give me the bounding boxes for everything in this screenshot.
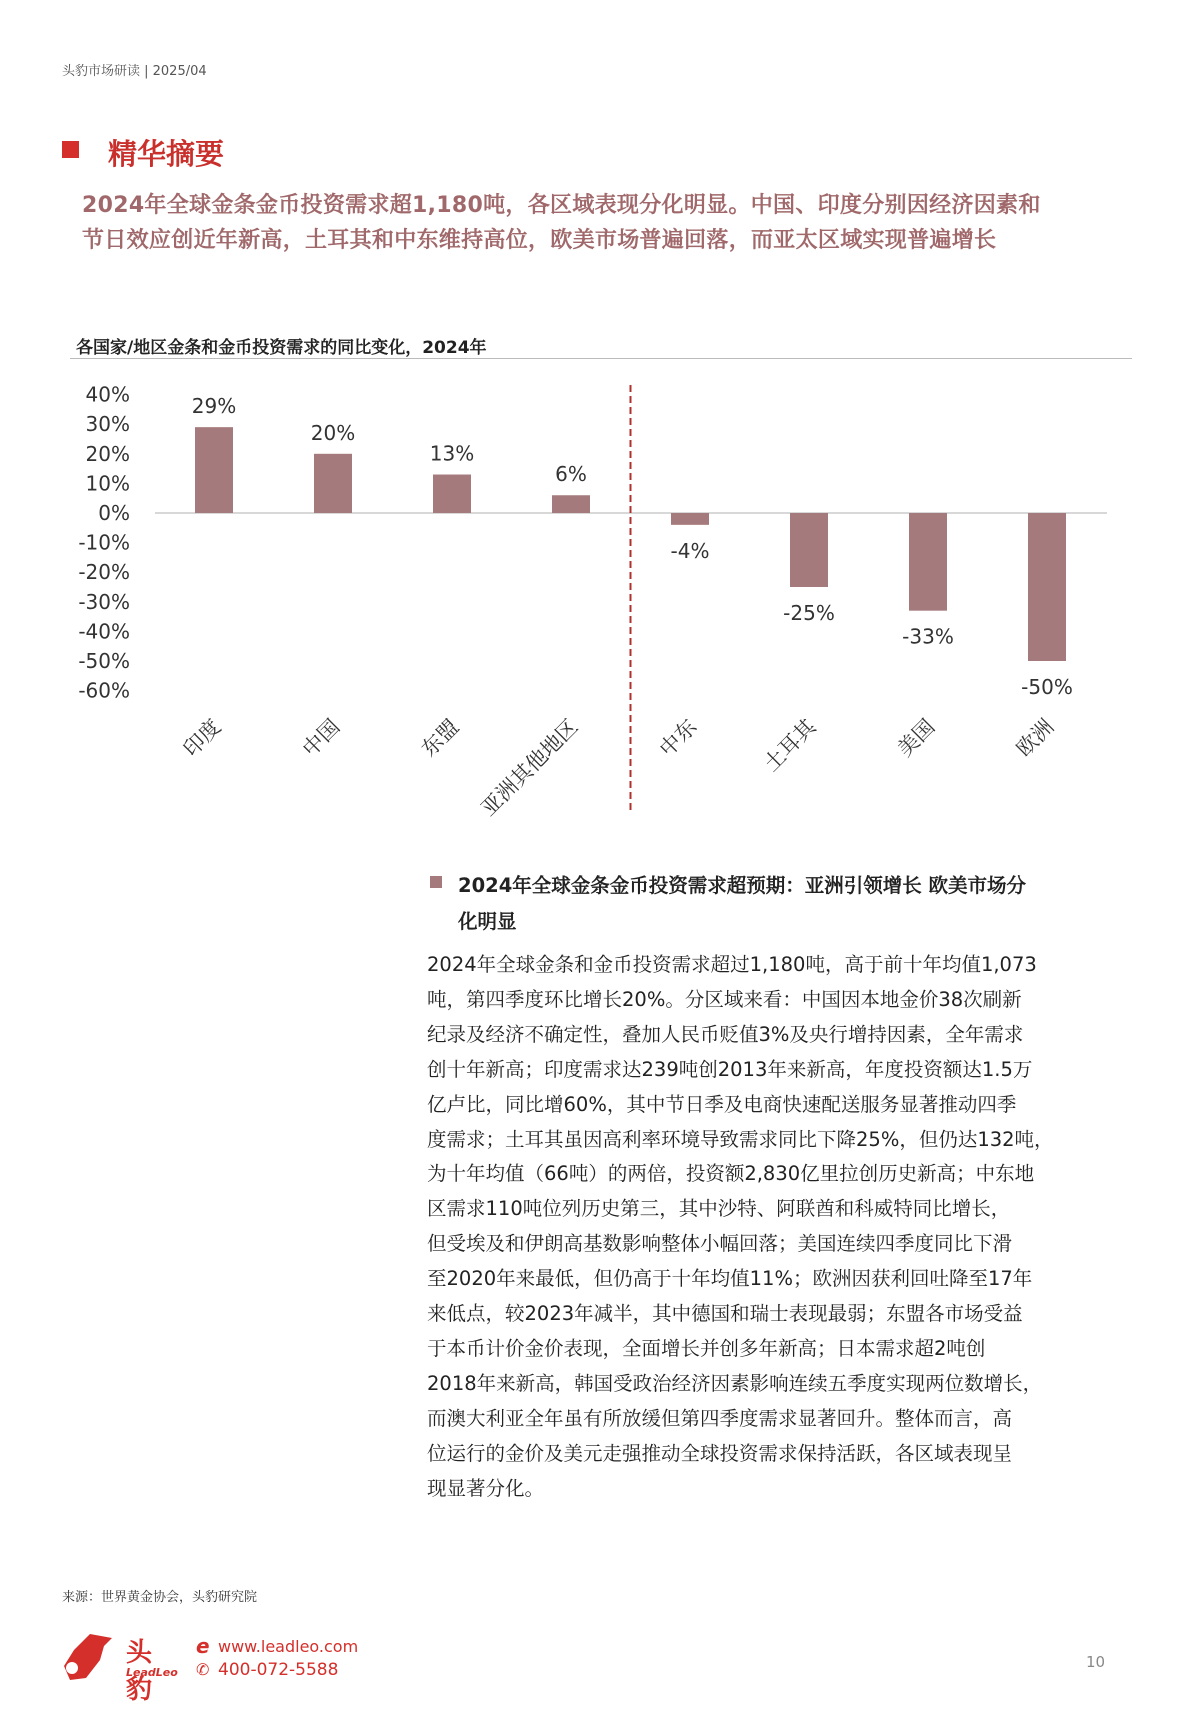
bar-1 [314, 454, 352, 513]
section-body [427, 948, 1054, 1507]
data-label: 6% [555, 462, 587, 487]
bar-2 [433, 475, 471, 513]
category-label: 欧洲 [1011, 714, 1059, 762]
data-label: 29% [191, 394, 237, 419]
y-tick-label: 30% [85, 412, 130, 437]
y-tick-label: -30% [78, 589, 130, 614]
data-label: -25% [783, 601, 835, 625]
body-line: 于本币计价金价表现，全面增长并创多年新高；日本需求超2吨创 [427, 1336, 986, 1360]
body-line: 而澳大利亚全年虽有所放缓但第四季度需求显著回升。整体而言，高 [427, 1406, 1013, 1430]
body-line: 区需求110吨位列历史第三，其中沙特、阿联酋和科威特同比增长， [427, 1197, 1011, 1221]
website-link[interactable]: www.leadleo.com [218, 1637, 359, 1656]
body-line: 2024年全球金条和金币投资需求超过1,180吨，高于前十年均值1,073 [427, 953, 1037, 976]
leadleo-logo [60, 1630, 178, 1705]
page-number: 10 [1086, 1653, 1106, 1671]
category-label: 美国 [892, 714, 940, 762]
category-label: 印度 [178, 714, 226, 762]
body-line: 但受埃及和伊朗高基数影响整体小幅回落；美国连续四季度同比下滑 [427, 1232, 1013, 1256]
bar-5 [790, 513, 828, 587]
body-line: 至2020年来最低，但仍高于十年均值11%；欧洲因获利回吐降至17年 [427, 1267, 1033, 1291]
category-label: 中国 [297, 714, 345, 762]
bar-chart [0, 370, 1200, 850]
y-tick-label: -20% [78, 560, 130, 585]
section-heading [427, 868, 1117, 940]
y-tick-label: -10% [78, 530, 130, 555]
body-line: 度需求；土耳其虽因高利率环境导致需求同比下降25%，但仍达132吨， [427, 1127, 1054, 1151]
phone-icon: ✆ [196, 1660, 210, 1679]
y-tick-label: 10% [85, 471, 130, 496]
y-tick-label: -40% [78, 619, 130, 644]
bar-7 [1028, 513, 1066, 661]
source-note: 来源：世界黄金协会，头豹研究院 [62, 1590, 258, 1605]
section-title: 精华摘要 [108, 137, 225, 171]
chart-title: 各国家/地区金条和金币投资需求的同比变化，2024年 [76, 338, 487, 358]
y-tick-label: 0% [98, 501, 130, 525]
bar-4 [671, 513, 709, 525]
category-label: 中东 [654, 714, 702, 762]
body-line: 2018年来新高，韩国受政治经济因素影响连续五季度实现两位数增长， [427, 1371, 1043, 1395]
category-label: 土耳其 [759, 714, 821, 777]
summary-line-1: 2024年全球金条金币投资需求超1,180吨，各区域表现分化明显。中国、印度分别因经济因素和 [82, 193, 1041, 218]
section-marker-icon [62, 141, 79, 158]
body-line: 为十年均值（66吨）的两倍，投资额2,830亿里拉创历史新高；中东地 [427, 1162, 1035, 1186]
summary-line-2: 节日效应创近年新高，土耳其和中东维持高位，欧美市场普遍回落，而亚太区域实现普遍增长 [82, 228, 997, 253]
category-label: 东盟 [416, 714, 464, 762]
leopard-logo-icon [60, 1630, 116, 1682]
data-label: 13% [429, 441, 475, 466]
bar-0 [195, 427, 233, 513]
web-icon: e [196, 1634, 210, 1658]
logo-cn: 头豹 [126, 1638, 153, 1705]
y-tick-label: -60% [78, 678, 130, 703]
bar-6 [909, 513, 947, 611]
logo-en: LeadLeo [126, 1666, 178, 1679]
section-heading-line-1: 2024年全球金条金币投资需求超预期：亚洲引领增长 欧美市场分 [458, 874, 1027, 897]
y-tick-label: 20% [85, 441, 130, 466]
body-line: 来低点，较2023年减半，其中德国和瑞士表现最弱；东盟各市场受益 [427, 1302, 1023, 1326]
body-line: 位运行的金价及美元走强推动全球投资需求保持活跃，各区域表现呈 [427, 1441, 1013, 1465]
category-label: 亚洲其他地区 [476, 714, 583, 821]
bar-3 [552, 495, 590, 513]
data-label: -4% [670, 538, 710, 563]
data-label: -33% [902, 624, 954, 649]
data-label: 20% [310, 420, 356, 445]
y-tick-label: 40% [85, 382, 130, 407]
body-line: 吨，第四季度环比增长20%。分区域来看：中国因本地金价38次刷新 [427, 987, 1022, 1011]
body-line: 创十年新高；印度需求达239吨创2013年来新高，年度投资额达1.5万 [427, 1057, 1033, 1081]
phone-number: 400-072-5588 [218, 1660, 339, 1680]
section-heading-line-2: 化明显 [458, 910, 517, 933]
data-label: -50% [1021, 675, 1073, 699]
y-tick-label: -50% [78, 649, 130, 673]
chart-title-rule [70, 358, 1132, 359]
body-line: 纪录及经济不确定性，叠加人民币贬值3%及央行增持因素，全年需求 [427, 1022, 1024, 1046]
page-header: 头豹市场研读 | 2025/04 [62, 64, 207, 79]
body-line: 亿卢比，同比增60%，其中节日季及电商快速配送服务显著推动四季 [427, 1092, 1017, 1116]
body-line: 现显著分化。 [427, 1476, 545, 1500]
